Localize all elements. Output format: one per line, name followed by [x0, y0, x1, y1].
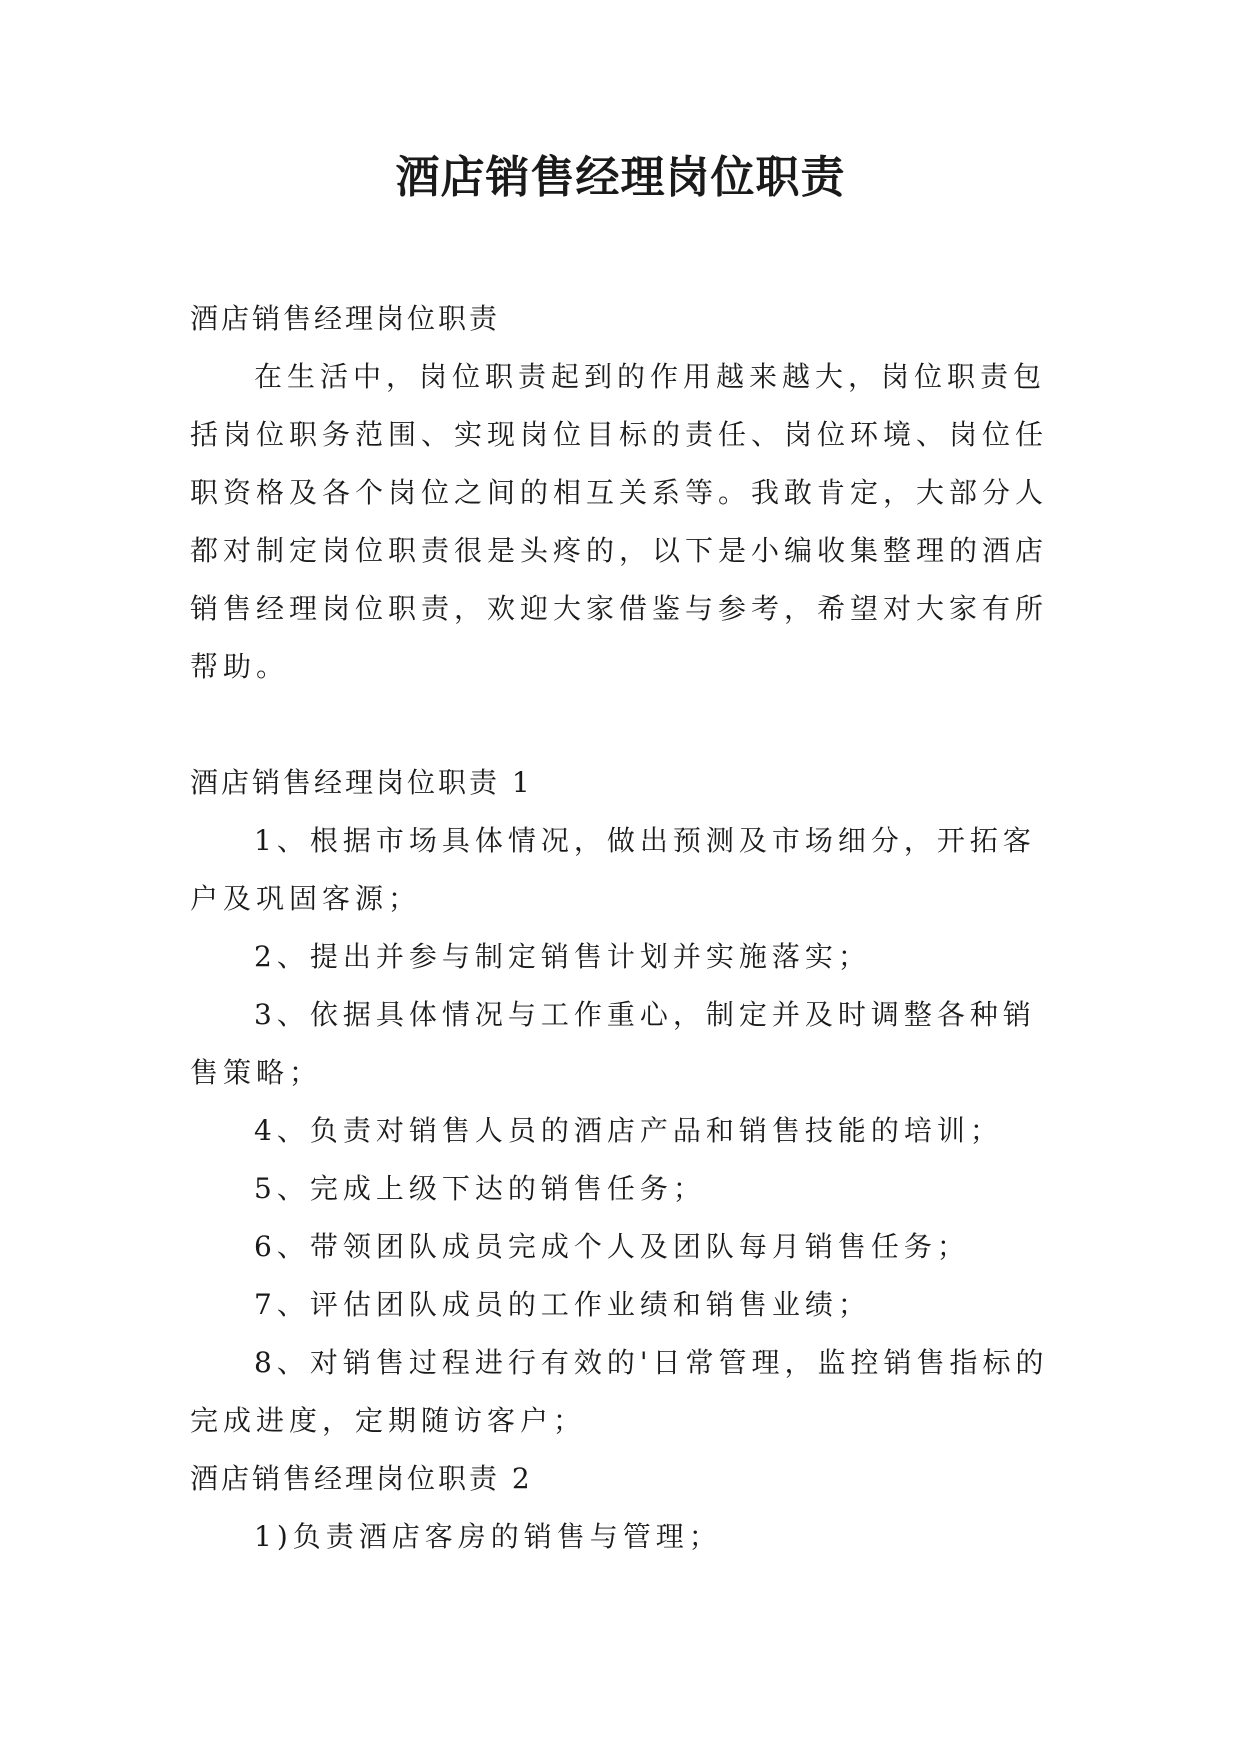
section1-item: 7、评估团队成员的工作业绩和销售业绩；: [254, 1288, 871, 1321]
intro-paragraph: 在生活中，岗位职责起到的作用越来越大，岗位职责包括岗位职务范围、实现岗位目标的责任、岗位环境、岗位任职资格及各个岗位之间的相互关系等。我敢肯定，大部分人都对制定岗位职责很是头疼的，以下是小编收集整理的酒店销售经理岗位职责，欢迎大家借鉴与参考，希望对大家有所帮助。: [190, 360, 1049, 683]
section-spacer: [190, 696, 1052, 754]
section1-item: 1、根据市场具体情况，做出预测及市场细分，开拓客户及巩固客源；: [190, 824, 1036, 915]
section1-item: 4、负责对销售人员的酒店产品和销售技能的培训；: [254, 1114, 1003, 1147]
section2-heading: 酒店销售经理岗位职责 2: [190, 1462, 533, 1495]
document-body: [190, 290, 1052, 1566]
section2-item: 1)负责酒店客房的销售与管理；: [254, 1520, 722, 1553]
section1-item: 5、完成上级下达的销售任务；: [254, 1172, 706, 1205]
intro-heading: 酒店销售经理岗位职责: [190, 302, 501, 335]
section1-item: 6、带领团队成员完成个人及团队每月销售任务；: [254, 1230, 970, 1263]
section1-heading: 酒店销售经理岗位职责 1: [190, 766, 533, 799]
section1-item: 3、依据具体情况与工作重心，制定并及时调整各种销售策略；: [190, 998, 1036, 1089]
section1-item: 8、对销售过程进行有效的'日常管理，监控销售指标的完成进度，定期随访客户；: [190, 1346, 1049, 1437]
section1-item: 2、提出并参与制定销售计划并实施落实；: [254, 940, 871, 973]
document-title: 酒店销售经理岗位职责: [395, 152, 846, 203]
